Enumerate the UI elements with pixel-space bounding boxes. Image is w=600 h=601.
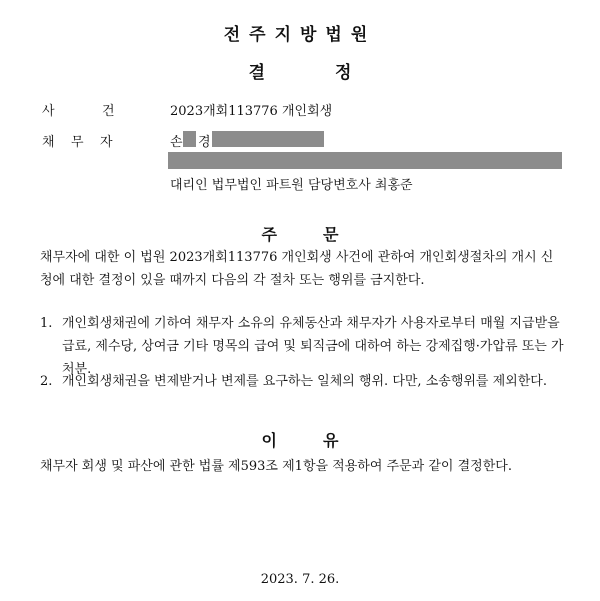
debtor-label-char-2: 무 bbox=[71, 135, 84, 150]
case-label-char-1: 사 bbox=[42, 104, 55, 119]
case-label-char-2: 건 bbox=[102, 104, 115, 119]
case-number: 2023개회113776 개인회생 bbox=[170, 104, 333, 119]
document-kind bbox=[0, 58, 600, 83]
order-heading-left: 주 bbox=[261, 225, 277, 244]
redaction-block bbox=[168, 152, 562, 169]
document-kind-left: 결 bbox=[248, 63, 265, 83]
order-item bbox=[40, 370, 565, 393]
reason-text: 채무자 회생 및 파산에 관한 법률 제593조 제1항을 적용하여 주문과 같이 결정한다. bbox=[40, 459, 512, 474]
order-heading bbox=[0, 222, 600, 245]
debtor-label-char-1: 채 bbox=[42, 135, 55, 150]
court-name: 전주지방법원 bbox=[223, 25, 377, 45]
order-item-number: 1. bbox=[40, 316, 53, 331]
order-item-text: 개인회생채권에 기하여 채무자 소유의 유체동산과 채무자가 사용자로부터 매월 지급받을 급료, 제수당, 상여금 기타 명목의 급여 및 퇴직금에 대하여 하는 강제집행·가압류 또는 가처분. bbox=[62, 316, 564, 377]
order-intro: 채무자에 대한 이 법원 2023개회113776 개인회생 사건에 관하여 개인회생절차의 개시 신청에 대한 결정이 있을 때까지 다음의 각 절차 또는 행위를 금지한다. bbox=[40, 250, 554, 288]
decision-date: 2023. 7. 26. bbox=[260, 572, 340, 587]
debtor-label-char-3: 자 bbox=[100, 135, 113, 150]
debtor-name-first: 손 bbox=[170, 135, 183, 150]
reason-heading bbox=[0, 428, 600, 451]
debtor-name-last: 경 bbox=[198, 135, 211, 150]
redaction-block bbox=[183, 131, 196, 147]
order-heading-right: 문 bbox=[323, 225, 339, 244]
agent-line: 대리인 법무법인 파트원 담당변호사 최홍준 bbox=[170, 178, 413, 193]
order-item-number: 2. bbox=[40, 374, 53, 389]
reason-heading-right: 유 bbox=[323, 431, 339, 450]
order-item-text: 개인회생채권을 변제받거나 변제를 요구하는 일체의 행위. 다만, 소송행위를 제외한다. bbox=[62, 374, 547, 389]
reason-heading-left: 이 bbox=[261, 431, 277, 450]
redaction-block bbox=[212, 131, 324, 147]
document-kind-right: 정 bbox=[335, 63, 352, 83]
